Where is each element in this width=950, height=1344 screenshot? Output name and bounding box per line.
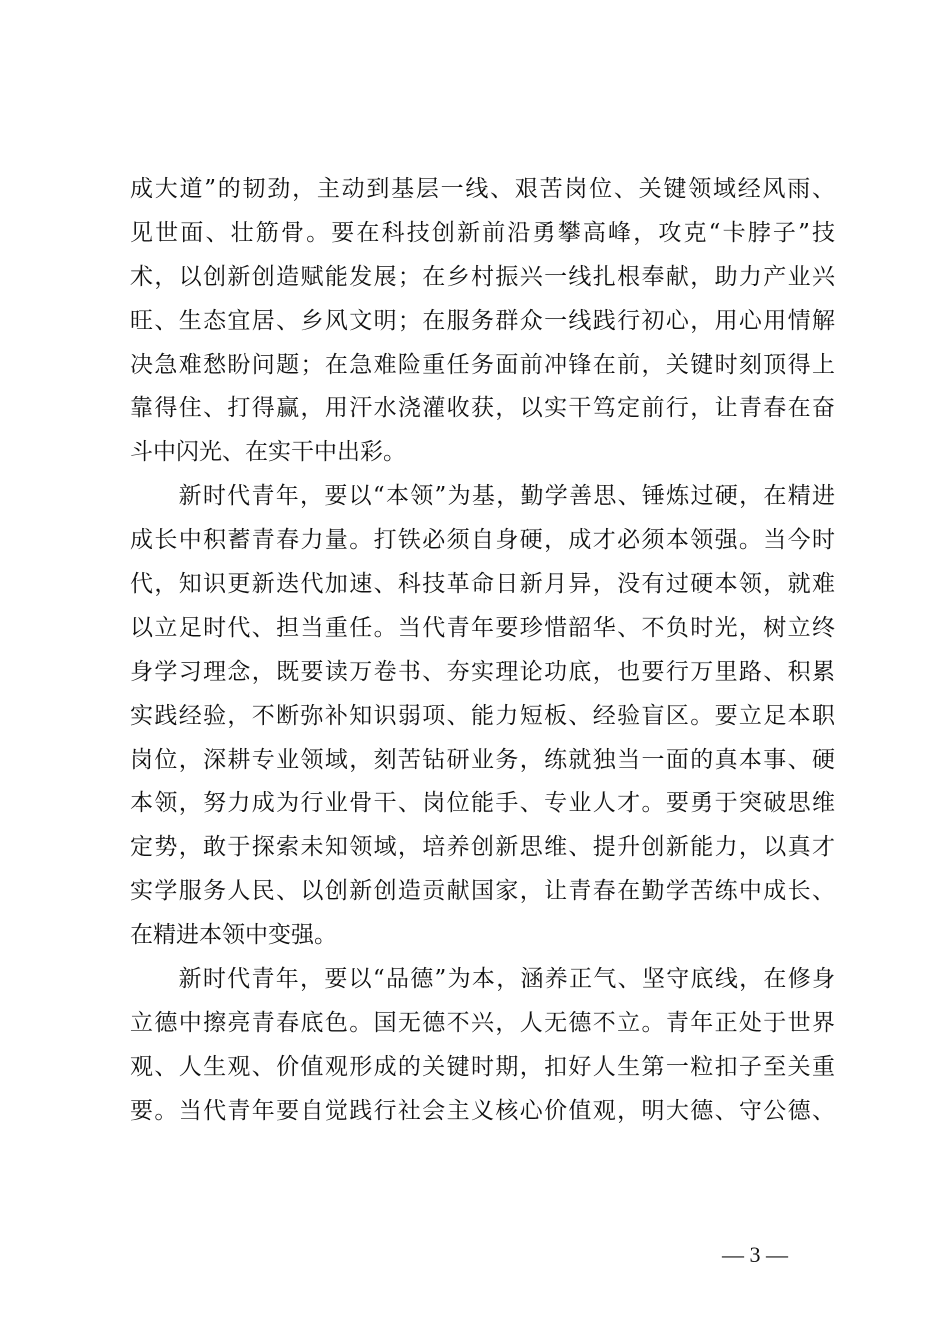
text-line: 岗位，深耕专业领域，刻苦钻研业务，练就独当一面的真本事、硬 — [130, 746, 835, 773]
page-number: — 3 — — [722, 1242, 788, 1267]
text-line: 要。当代青年要自觉践行社会主义核心价值观，明大德、守公德、 — [130, 1097, 835, 1124]
text-line: 代，知识更新迭代加速、科技革命日新月异，没有过硬本领，就难 — [130, 571, 835, 598]
text-line: 本领，努力成为行业骨干、岗位能手、专业人才。要勇于突破思维 — [130, 790, 835, 817]
text-line: 在精进本领中变强。 — [130, 922, 337, 949]
body-text — [130, 168, 835, 1134]
text-line: 观、人生观、价值观形成的关键时期，扣好人生第一粒扣子至关重 — [130, 1053, 835, 1080]
text-line: 决急难愁盼问题；在急难险重任务面前冲锋在前，关键时刻顶得上 — [130, 351, 835, 378]
text-line: 新时代青年，要以“本领”为基，勤学善思、锤炼过硬，在精进 — [130, 483, 835, 510]
text-line: 斗中闪光、在实干中出彩。 — [130, 439, 406, 466]
text-line: 立德中擦亮青春底色。国无德不兴，人无德不立。青年正处于世界 — [130, 1009, 835, 1036]
text-line: 旺、生态宜居、乡风文明；在服务群众一线践行初心，用心用情解 — [130, 307, 835, 334]
text-line: 见世面、壮筋骨。要在科技创新前沿勇攀高峰，攻克“卡脖子”技 — [130, 219, 835, 246]
text-line: 成长中积蓄青春力量。打铁必须自身硬，成才必须本领强。当今时 — [130, 527, 835, 554]
text-line: 成大道”的韧劲，主动到基层一线、艰苦岗位、关键领域经风雨、 — [130, 176, 835, 202]
text-line: 新时代青年，要以“品德”为本，涵养正气、坚守底线，在修身 — [130, 966, 835, 993]
text-line: 术，以创新创造赋能发展；在乡村振兴一线扎根奉献，助力产业兴 — [130, 263, 835, 290]
text-line: 实学服务人民、以创新创造贡献国家，让青春在勤学苦练中成长、 — [130, 878, 835, 905]
text-line: 身学习理念，既要读万卷书、夯实理论功底，也要行万里路、积累 — [130, 658, 835, 685]
text-line: 以立足时代、担当重任。当代青年要珍惜韶华、不负时光，树立终 — [130, 614, 835, 641]
text-line: 靠得住、打得赢，用汗水浇灌收获，以实干笃定前行，让青春在奋 — [130, 395, 835, 422]
text-line: 实践经验，不断弥补知识弱项、能力短板、经验盲区。要立足本职 — [130, 702, 835, 729]
text-line: 定势，敢于探索未知领域，培养创新思维、提升创新能力，以真才 — [130, 834, 835, 861]
